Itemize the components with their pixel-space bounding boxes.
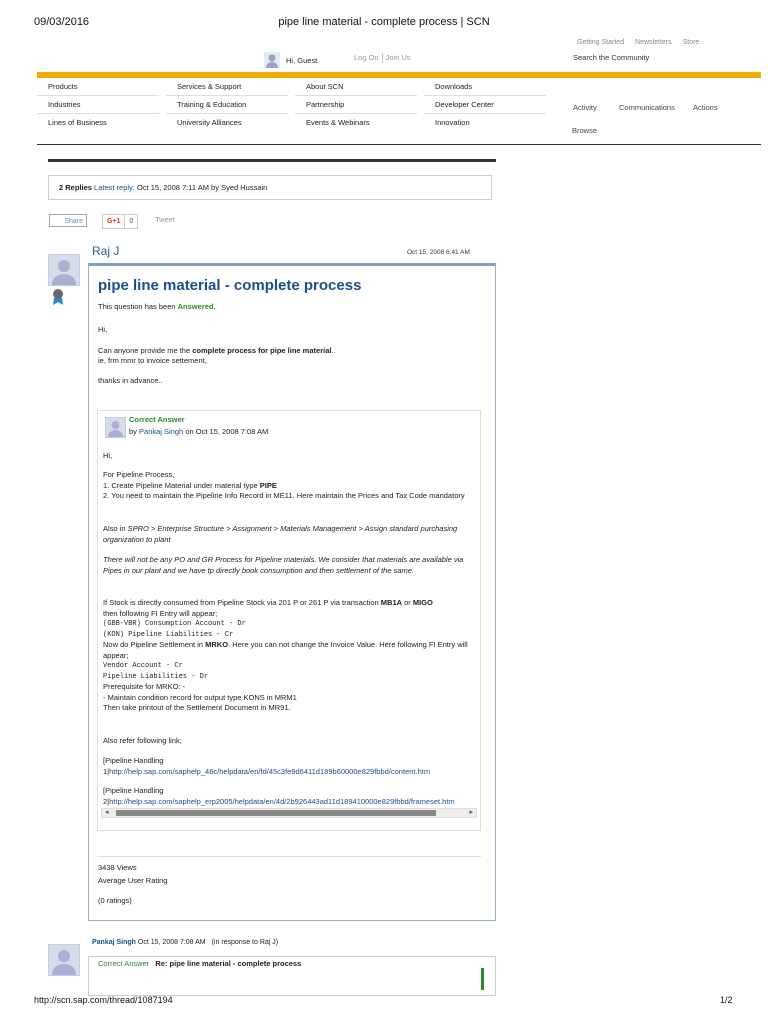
login-links [354,53,411,63]
gplus-label: G+1 [103,215,125,228]
post-greeting: Hi, [98,325,108,334]
reply-author-link[interactable]: Pankaj Singh [92,939,136,946]
gplus-count: 0 [129,218,134,225]
answer-link-2: [Pipeline Handling 2|http://help.sap.com/saphelp_erp2005/helpdata/en/4d/2b926443ad11d189410000e829fbbd/frameset.htm [103,786,455,806]
nav-about-scn[interactable]: About SCN [295,78,417,96]
store-link[interactable]: Store [682,39,700,46]
post-author-link[interactable]: Raj J [92,244,120,258]
user-avatar-icon [49,945,79,975]
answer-spro: Also in SPRO > Enterprise Structure > Assignment > Materials Management > Assign standard purchasing organization to plant [103,524,458,544]
reply-header: Pankaj Singh Oct 15, 2008 7:08 AM (in response to Raj J) [92,939,279,946]
nav-column-1 [37,78,159,131]
nav-partnership[interactable]: Partnership [295,96,417,114]
nav-services-support[interactable]: Services & Support [166,78,288,96]
user-avatar-icon [49,255,79,285]
question-title: pipe line material - complete process [98,277,362,294]
answer-indicator [481,968,484,990]
reply-author-avatar[interactable] [48,944,80,976]
nav-innovation[interactable]: Innovation [435,118,470,127]
post-body-line2: ie, frm mmr to invoice settement, [98,356,207,365]
print-title: pipe line material - complete process | SCN [278,16,490,28]
rating-label: Average User Rating [98,876,168,885]
scroll-thumb[interactable] [116,810,436,816]
nav-column-2 [166,78,288,131]
content-divider [48,159,496,162]
nav-activity[interactable]: Activity [573,103,597,112]
post-thanks: thanks in advance.. [98,376,163,385]
share-button[interactable]: Share [49,214,87,227]
view-count: 3438 Views [98,863,137,872]
thread-summary [48,175,492,200]
nav-downloads[interactable]: Downloads [424,78,546,96]
print-page-number: 1/2 [720,995,733,1005]
user-avatar-icon [264,52,280,68]
stats-divider [97,856,481,857]
reply-title: Re: pipe line material - complete process [155,959,302,968]
answer-stock-para: If Stock is directly consumed from Pipeline Stock via 201 P or 261 P via transaction MB1A or MIGO then following FI Entry will appear; (GBB-VBR) Consumption Account - Dr (KON) Pipeline Liabilities - Cr Now do Pipeline Settlement in MRKO. Here you can not change the Invoice Value. Here following FI Entry will appear; Vendor Account - Cr Pipeline Liabilities - Dr Prerequisite for MRKO: - - Maintain condition record for output type KONS in MRM1 Then take printout of the Settlement Document in MR91. [103,598,468,712]
nav-browse[interactable]: Browse [572,126,598,135]
answer-author-link[interactable]: Pankaj Singh [139,427,184,436]
search-community-input[interactable]: Search the Community [573,53,650,62]
nav-actions[interactable]: Actions [693,103,718,112]
rating-count: (0 ratings) [98,896,132,905]
answer-link-1: [Pipeline Handling 1|http://help.sap.com/saphelp_46c/helpdata/en/fd/45c3fe9d6411d189b60000e829fbbd/content.htm [103,756,431,776]
answered-label: Answered. [177,302,216,311]
answer-italic-note: There will not be any PO and GR Process for Pipeline materials. We consider that materials are available via Pipes in our plant and we have tp directly book consumption and then settlement of the same. [103,555,464,575]
nav-industries[interactable]: Industries [37,96,159,114]
badge-icon [51,288,65,306]
main-nav [37,78,761,145]
newsletters-link[interactable]: Newsletters [635,39,672,46]
post-date: Oct 15, 2008 6:41 AM [407,249,470,256]
nav-communications[interactable]: Communications [619,103,675,112]
pipeline-link-1[interactable]: http://help.sap.com/saphelp_46c/helpdata/en/fd/45c3fe9d6411d189b60000e829fbbd/content.htm [109,766,431,776]
tweet-button[interactable]: Tweet [155,215,176,224]
nav-products[interactable]: Products [37,78,159,96]
log-on-link[interactable]: Log On [354,53,379,62]
nav-column-4 [424,78,546,131]
nav-column-3 [295,78,417,131]
print-url: http://scn.sap.com/thread/1087194 [34,995,173,1005]
top-links [577,39,708,46]
scroll-right-icon[interactable]: ▸ [469,809,473,816]
horizontal-scrollbar[interactable] [101,808,477,818]
latest-reply-info: Oct 15, 2008 7:11 AM by Syed Hussain [136,183,268,192]
gplus-button[interactable] [102,214,138,229]
answer-author-avatar[interactable] [105,417,126,438]
reply-count: 2 Replies [59,183,92,192]
nav-university-alliances[interactable]: University Alliances [177,118,242,127]
answer-byline: by Pankaj Singh on Oct 15, 2008 7:08 AM [129,427,269,436]
latest-reply-link[interactable]: Latest reply: [94,183,135,192]
scroll-left-icon[interactable]: ◂ [105,809,109,816]
answer-steps: For Pipeline Process, 1. Create Pipeline Material under material type PIPE 2. You need to maintain the Pipeline Info Record in ME11. Here maintain the Prices and Tax Code mandatory [103,470,465,500]
reply-title-row [98,959,301,970]
getting-started-link[interactable]: Getting Started [577,39,625,46]
answer-refer: Also refer following link; [103,736,182,745]
nav-lines-of-business[interactable]: Lines of Business [48,118,107,127]
answer-greeting: Hi, [103,451,113,460]
question-status: This question has been Answered. [98,302,216,311]
nav-training-education[interactable]: Training & Education [166,96,288,114]
post-body-line1: Can anyone provide me the complete process for pipe line material.. [98,346,336,355]
nav-developer-center[interactable]: Developer Center [424,96,546,114]
pipeline-link-2[interactable]: http://help.sap.com/saphelp_erp2005/helpdata/en/4d/2b926443ad11d189410000e829fbbd/frameset.htm [109,796,455,806]
print-date: 09/03/2016 [34,16,90,28]
guest-area [264,52,317,68]
reply-correct-label: Correct Answer [98,959,150,968]
author-avatar[interactable] [48,254,80,286]
correct-answer-label: Correct Answer [129,415,185,424]
join-us-link[interactable]: Join Us [385,53,411,62]
user-avatar-icon [106,418,125,437]
guest-greeting: Hi, Guest [286,55,318,65]
nav-events-webinars[interactable]: Events & Webinars [306,118,370,127]
